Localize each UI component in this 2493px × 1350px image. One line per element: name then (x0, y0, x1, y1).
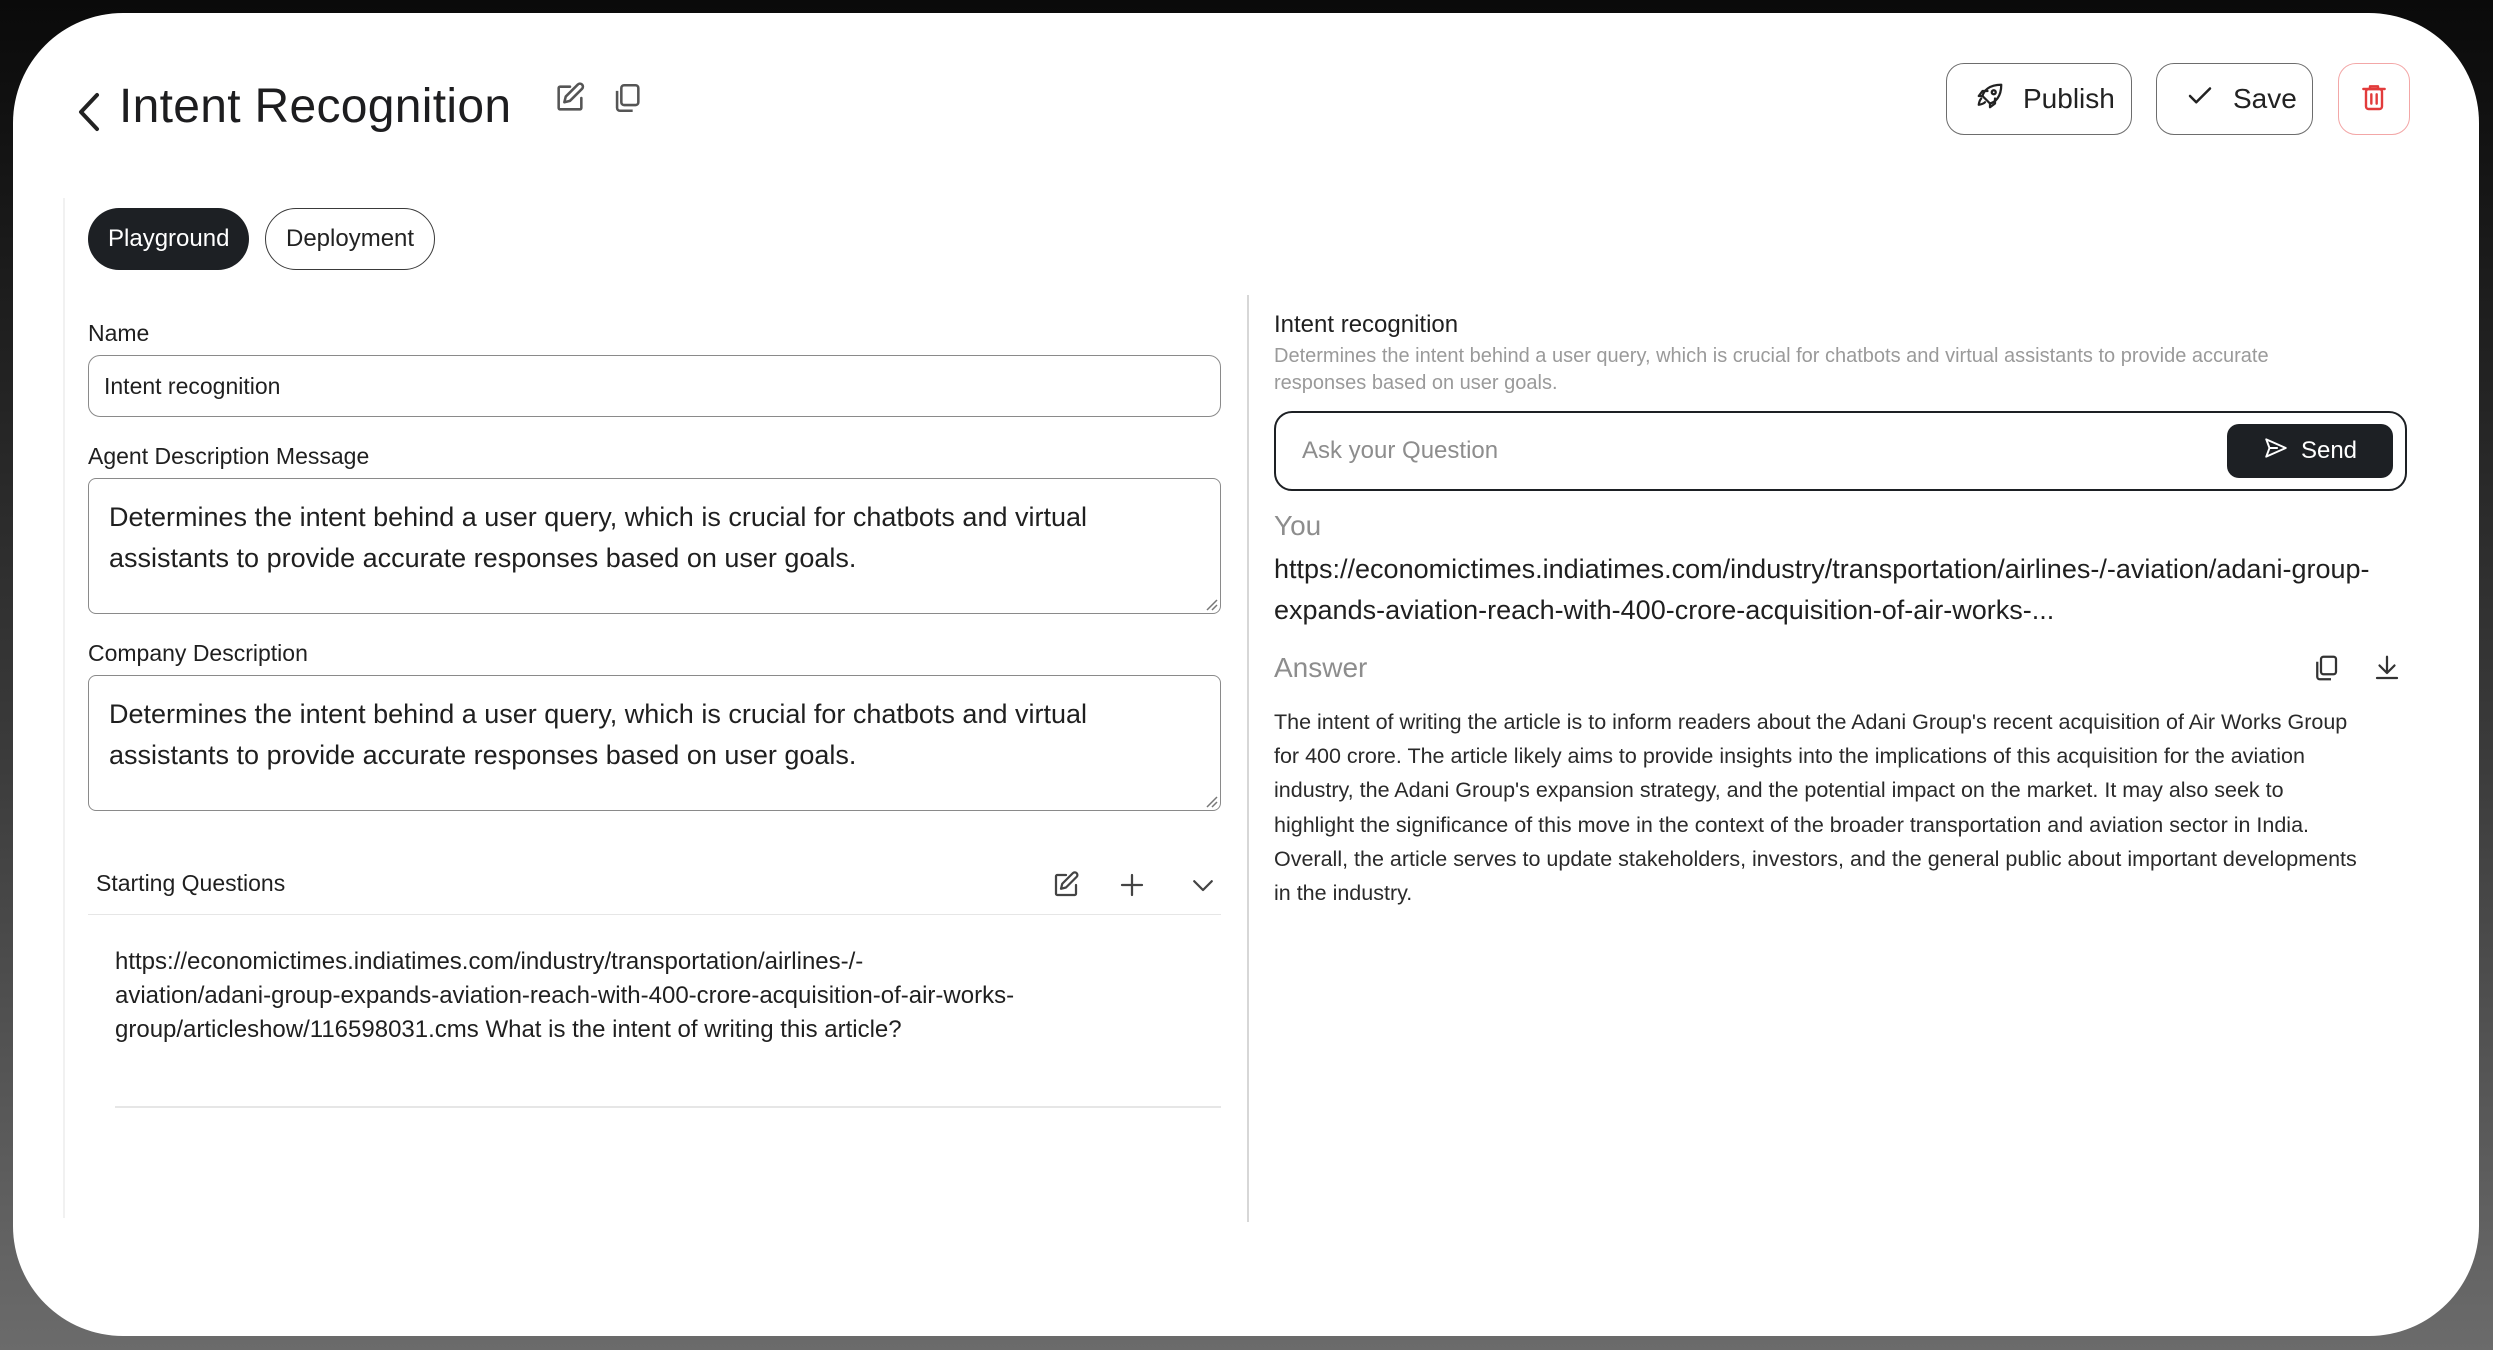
starting-questions-header (88, 855, 1221, 915)
chevron-down-icon[interactable] (1181, 863, 1225, 907)
edit-icon[interactable] (1044, 863, 1088, 907)
playground-title: Intent recognition (1274, 311, 1459, 338)
divider (115, 1106, 1221, 1108)
rocket-icon (1975, 81, 2005, 118)
app-window (13, 13, 2479, 1336)
company-description-label: Company Description (88, 640, 308, 666)
download-icon[interactable] (2365, 646, 2409, 690)
resize-handle-icon[interactable] (1204, 597, 1218, 611)
you-label: You (1274, 510, 1322, 541)
send-label: Send (2300, 437, 2358, 464)
resize-handle-icon[interactable] (1204, 794, 1218, 808)
agent-description-text: Determines the intent behind a user query, which is crucial for chatbots and virtual assistants to provide accurate responses based on user goals. (109, 502, 1087, 573)
answer-text: The intent of writing the article is to inform readers about the Adani Group's recent acquisition of Air Works Group for 400 crore. The article likely aims to provide insights into the implications of this acquisition for the aviation industry, the Adani Group's expansion strategy, and the potential impact on the market. It may also seek to highlight the significance of this move in the context of the broader transportation and aviation sector in India. Overall, the article serves to update stakeholders, investors, and the general public about important developments in the industry. (1274, 710, 2357, 906)
starting-question-item[interactable]: https://economictimes.indiatimes.com/industry/transportation/airlines-/-aviation/adani-group-expands-aviation-reach-with-400-crore-acquisition-of-air-works-group/articleshow/116598031.cms What is the intent of writing this article? (115, 948, 1015, 1043)
tab-playground[interactable]: Playground (88, 208, 249, 270)
company-description-text: Determines the intent behind a user query, which is crucial for chatbots and virtual assistants to provide accurate responses based on user goals. (109, 699, 1087, 770)
back-arrow-icon[interactable] (71, 87, 107, 137)
publish-button[interactable] (1946, 63, 2132, 135)
edit-title-icon[interactable] (548, 76, 592, 120)
playground-description: Determines the intent behind a user query, which is crucial for chatbots and virtual assistants to provide accurate responses based on user goals. (1274, 345, 2269, 394)
answer-label: Answer (1274, 652, 1368, 683)
name-label: Name (88, 320, 150, 346)
question-box (1274, 411, 2407, 491)
starting-questions-label: Starting Questions (96, 870, 286, 896)
copy-icon[interactable] (605, 76, 649, 120)
company-description-field[interactable] (88, 675, 1221, 811)
tab-deployment[interactable]: Deployment (265, 208, 435, 270)
left-border (63, 198, 65, 1218)
send-icon (2263, 435, 2289, 468)
name-field[interactable]: Intent recognition (88, 355, 1221, 417)
page-title: Intent Recognition (119, 80, 512, 133)
user-message: https://economictimes.indiatimes.com/industry/transportation/airlines-/-aviation/adani-group-expands-aviation-reach-with-400-crore-acquisition-of-air-works-... (1274, 554, 2370, 625)
delete-button[interactable] (2338, 63, 2410, 135)
agent-description-field[interactable] (88, 478, 1221, 614)
save-label: Save (2233, 83, 2297, 114)
send-button[interactable] (2227, 424, 2393, 478)
plus-icon[interactable] (1110, 863, 1154, 907)
trash-icon (2358, 81, 2390, 118)
panel-divider (1247, 295, 1249, 1222)
publish-label: Publish (2023, 83, 2115, 114)
agent-description-label: Agent Description Message (88, 443, 370, 469)
copy-answer-icon[interactable] (2304, 646, 2348, 690)
check-icon (2185, 81, 2215, 118)
question-input[interactable] (1302, 427, 2182, 475)
save-button[interactable] (2156, 63, 2313, 135)
